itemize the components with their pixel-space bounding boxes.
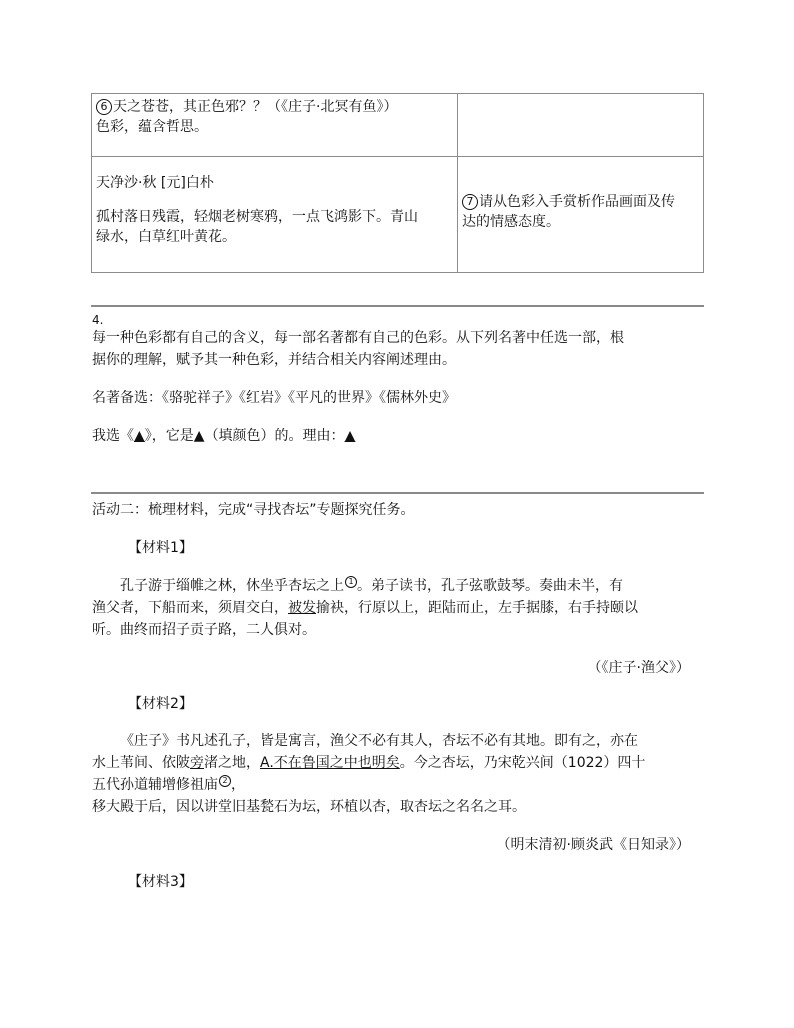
material-label: 【材料1】 (128, 540, 193, 556)
underlined-word: 旁 (190, 755, 204, 771)
question-text-continued: 达的情感态度。 (462, 214, 560, 230)
answer-blank-reason[interactable]: ▲ (344, 428, 356, 444)
quote-text: 天之苍苍，其正色邪？？（《庄子·北冥有鱼》） (113, 99, 398, 115)
question-text: 请从色彩入手赏析作品画面及传 (479, 194, 675, 210)
table-cell-quote (92, 94, 458, 157)
answer-mid: 》，它是 (144, 428, 194, 444)
poem-line: 绿水，白草红叶黄花。 (96, 229, 236, 245)
material-label: 【材料3】 (128, 874, 193, 890)
material-2-line: 移大殿于后，因以讲堂旧基甃石为坛，环植以杏，取杏坛之名名之耳。 (92, 799, 526, 815)
circled-number: 6 (96, 99, 112, 115)
activity-title: 活动二：梳理材料，完成“寻找杏坛”专题探究任务。 (92, 502, 415, 518)
material-1-line: 听。曲终而招子贡子路，二人俱对。 (92, 622, 316, 638)
material-source: （《庄子·渔父》） (587, 660, 690, 676)
answer-prefix: 我选《 (92, 428, 134, 444)
quote-text-continued: 色彩，蕴含哲思。 (96, 119, 208, 135)
table-cell-poem (92, 157, 458, 273)
material-2-line (92, 775, 245, 795)
table-cell-empty (458, 94, 704, 157)
material-text: ， (231, 777, 245, 793)
materials-table (91, 93, 704, 273)
material-text: 揄袂，行原以上，距陆而止，左手据膝，右手持颐以 (316, 600, 638, 616)
question-number: 4. (92, 313, 104, 327)
table-cell-question (458, 157, 704, 273)
material-text: 。弟子读书，孔子弦歌鼓琴。奏曲未半，有 (357, 578, 623, 594)
answer-blank-color[interactable]: ▲ (193, 428, 205, 444)
question-text-continued: 据你的理解，赋予其一种色彩，并结合相关内容阐述理由。 (92, 352, 456, 368)
book-options: 名著备选：《骆驼祥子》《红岩》《平凡的世界》《儒林外史》 (92, 390, 456, 406)
divider (91, 492, 704, 494)
poem-line: 孤村落日残霞，轻烟老树寒鸦，一点飞鸿影下。青山 (96, 209, 418, 225)
material-text: 水上苇间、依陂 (92, 755, 190, 771)
answer-mid2: （填颜色）的。理由： (204, 428, 345, 444)
material-text: 。今之杏坛，乃宋乾兴间（1022）四十 (399, 755, 646, 771)
question-text: 每一种色彩都有自己的含义，每一部名著都有自己的色彩。从下列名著中任选一部，根 (92, 330, 624, 346)
footnote-marker: 1 (345, 576, 357, 588)
poem-title: 天净沙·秋 [元]白朴 (96, 175, 214, 191)
material-text: 五代孙道辅增修祖庙 (92, 777, 218, 793)
underlined-sentence: A.不在鲁国之中也明矣 (260, 755, 400, 771)
material-text: 渔父者，下船而来，须眉交白， (92, 600, 288, 616)
divider (91, 305, 704, 307)
material-label: 【材料2】 (128, 696, 193, 712)
material-text: 孔子游于缁帷之林，休坐乎杏坛之上 (120, 578, 344, 594)
underlined-word: 被发 (288, 600, 316, 616)
answer-line (92, 426, 355, 446)
material-2-line: 《庄子》书凡述孔子，皆是寓言，渔父不必有其人，杏坛不必有其地。即有之，亦在 (120, 733, 638, 749)
material-1-line (92, 598, 638, 618)
material-1-line (120, 576, 623, 596)
footnote-marker: 2 (219, 775, 231, 787)
material-text: 渚之地， (204, 755, 260, 771)
material-source: （明末清初·顾炎武《日知录》） (496, 837, 690, 853)
circled-number: 7 (462, 194, 478, 210)
answer-blank-book[interactable]: ▲ (134, 428, 145, 444)
material-2-line (92, 753, 645, 773)
